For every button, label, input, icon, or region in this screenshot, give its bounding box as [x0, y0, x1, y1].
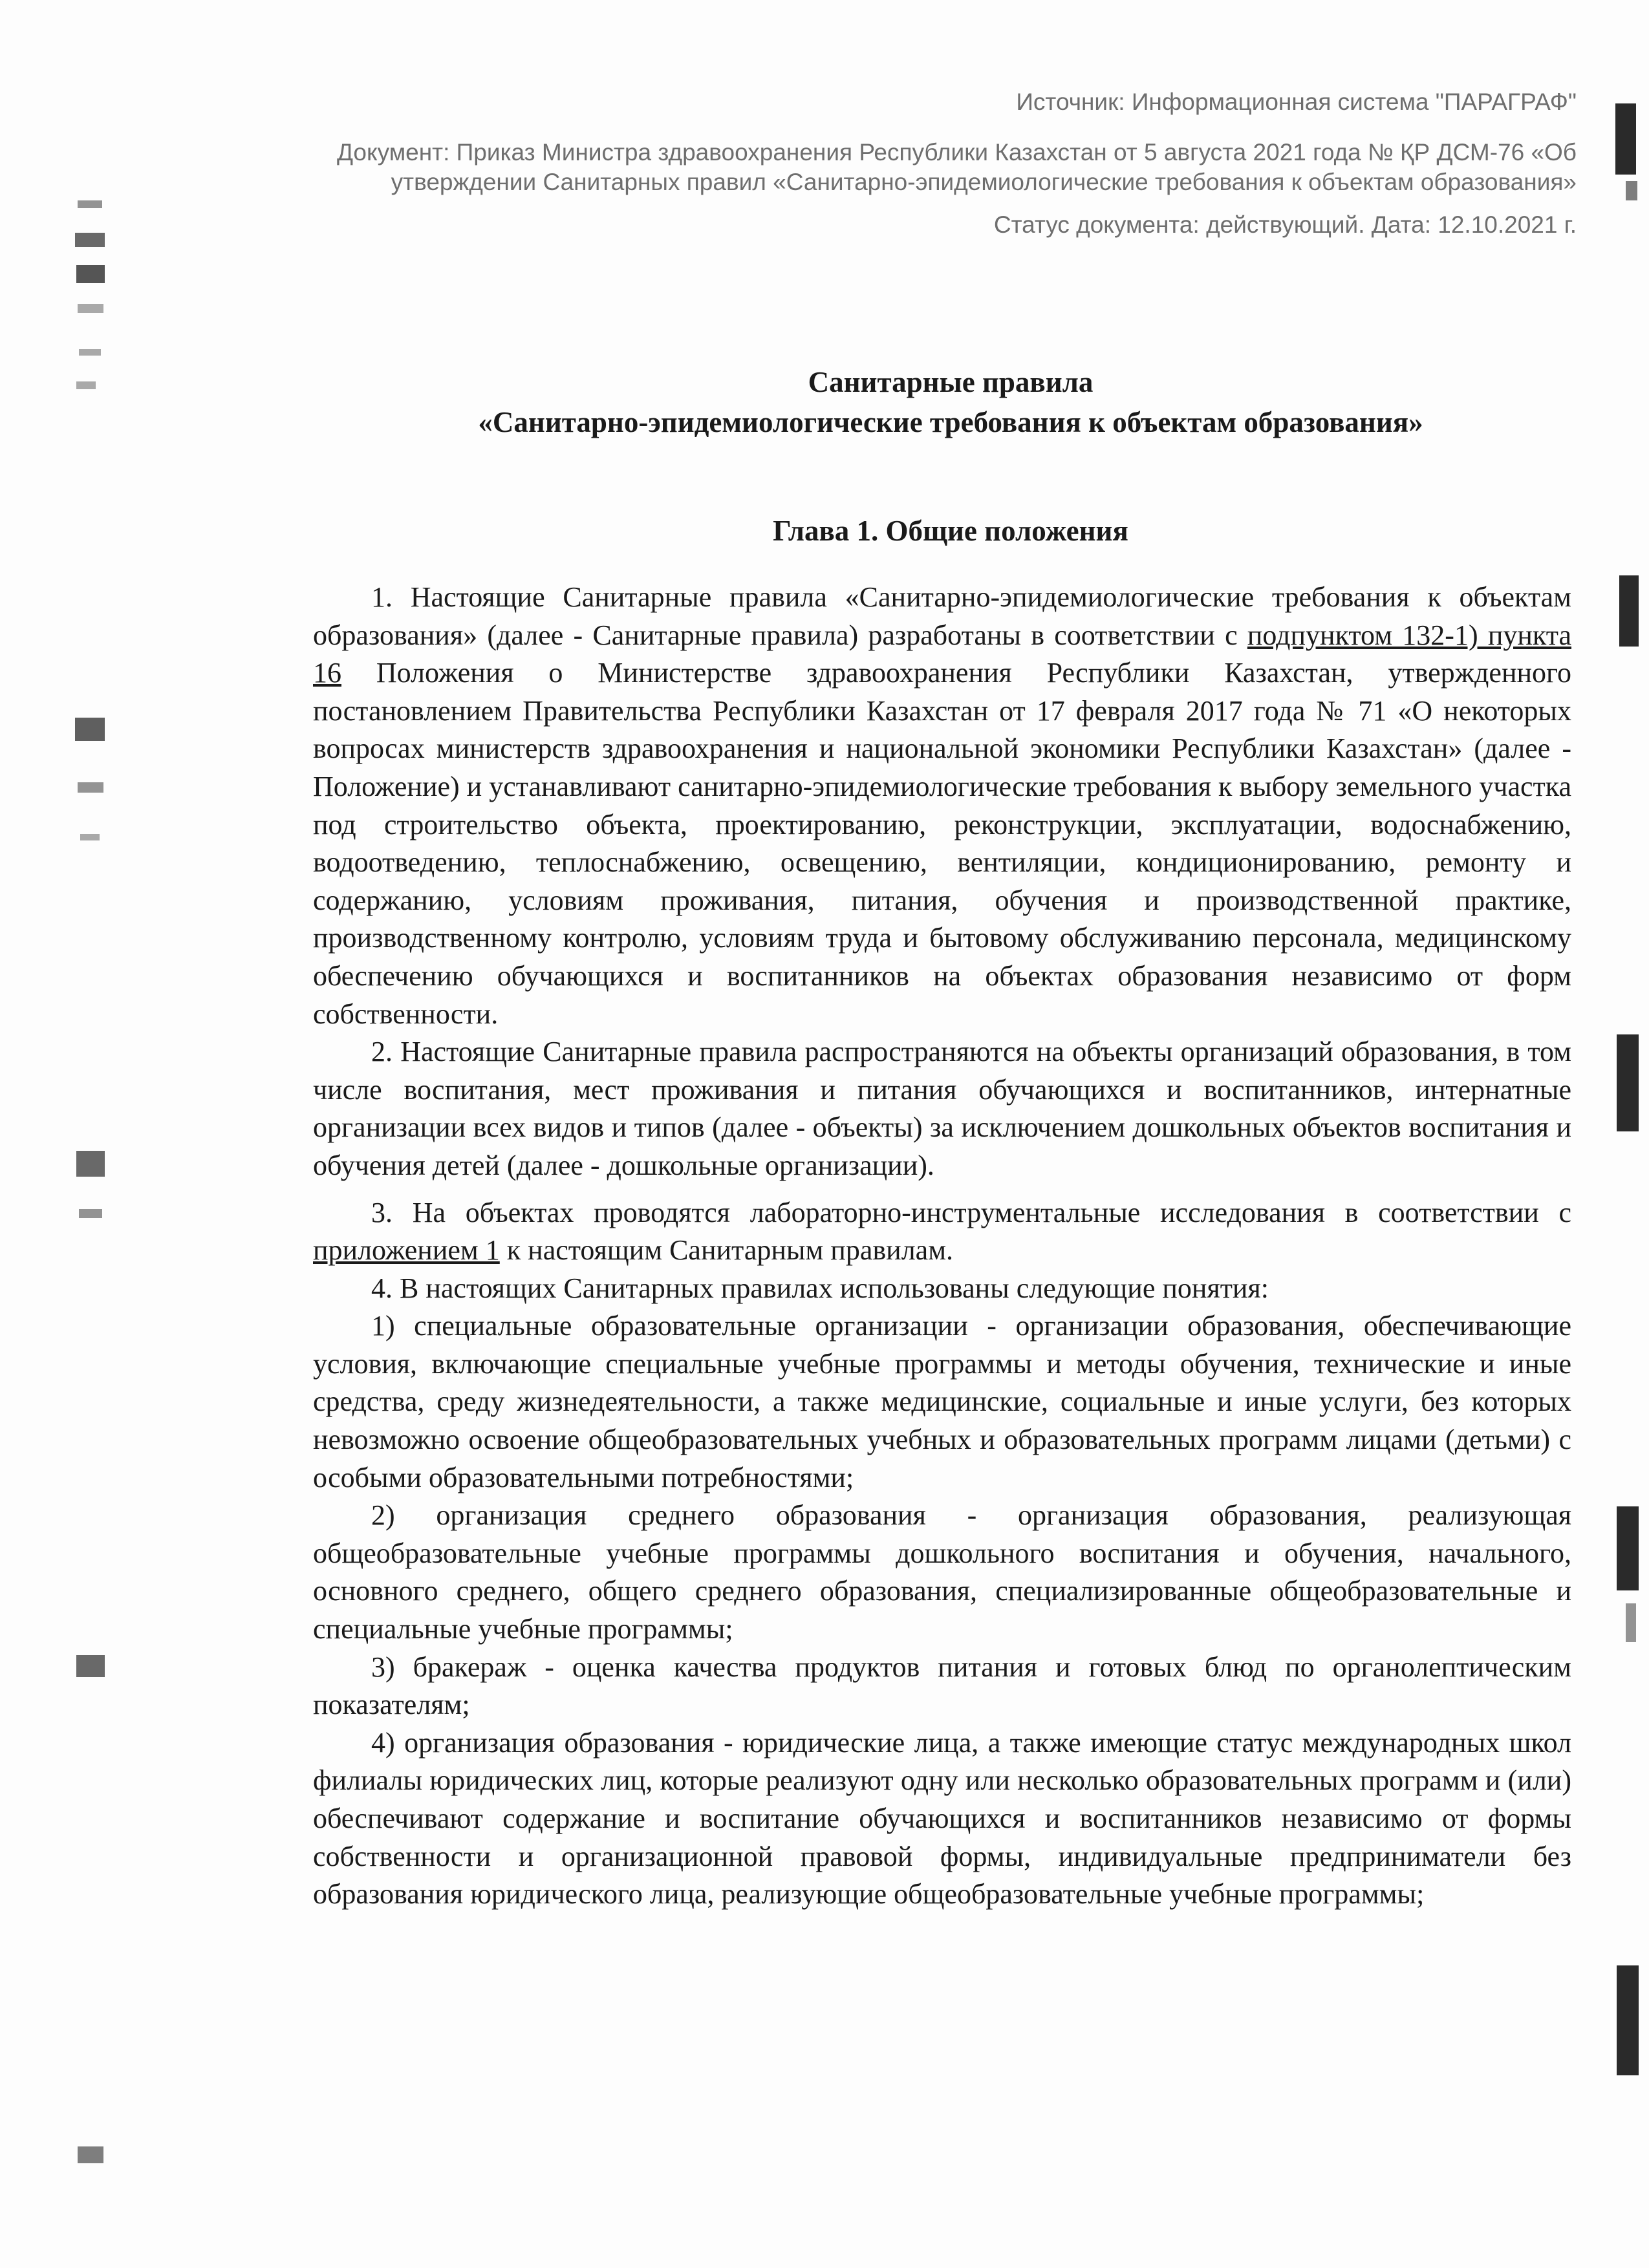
paragraph-text: 1. Настоящие Санитарные правила «Санитарно-эпидемиологические требования к объектам образования» (далее - Санитарные правила) разработаны в соответствии с — [313, 581, 1571, 651]
paragraph-3 — [313, 1194, 1571, 1270]
appendix-link[interactable]: приложением 1 — [313, 1234, 500, 1267]
scan-edge-mark — [1626, 1603, 1636, 1642]
scan-edge-mark — [76, 1151, 105, 1177]
scan-edge-mark — [76, 265, 105, 283]
document-reference: Документ: Приказ Министра здравоохранения Республики Казахстан от 5 августа 2021 года № ҚР ДСМ-76 «Об утверждении Санитарных правил «Санитарно-эпидемиологические требования к объектам образования» — [336, 139, 1577, 195]
scan-edge-mark — [76, 1655, 105, 1677]
source-line: Источник: Информационная система "ПАРАГРАФ" — [1016, 89, 1577, 115]
scan-edge-mark — [1619, 575, 1639, 647]
scan-edge-mark — [78, 200, 102, 208]
paragraph-text: Положения о Министерстве здравоохранения Республики Казахстан, утвержденного постановлением Правительства Республики Казахстан от 17 февраля 2017 года № 71 «О некоторых вопросах министерств здравоохранения и национальной экономики Республики Казахстан» (далее - Положение) и устанавливают санитарно-эпидемиологические требования к выбору земельного участка под строительство объекта, проектированию, реконструкции, эксплуатации, водоснабжению, водоотведению, теплоснабжению, освещению, вентиляции, кондиционированию, ремонту и содержанию, условиям проживания, питания, обучения и производственной практике, производственному контролю, условиям труда и бытовому обслуживанию персонала, медицинскому обеспечению обучающихся и воспитанников на объектах образования независимо от форм собственности. — [313, 657, 1571, 1030]
paragraph-text: к настоящим Санитарным правилам. — [499, 1234, 954, 1267]
scan-edge-mark — [1615, 103, 1636, 175]
document-body — [313, 579, 1571, 1914]
paragraph-4: 4. В настоящих Санитарных правилах использованы следующие понятия: — [371, 1272, 1269, 1304]
scan-edge-mark — [79, 1209, 102, 1218]
scan-edge-mark — [1617, 1506, 1639, 1590]
title-line-2: «Санитарно-эпидемиологические требования к объектам образования» — [478, 406, 1423, 438]
scan-edge-mark — [80, 834, 100, 840]
paragraph-text: 3. На объектах проводятся лабораторно-инструментальные исследования в соответствии с — [371, 1196, 1571, 1228]
scan-edge-mark — [79, 349, 101, 356]
scan-edge-mark — [78, 782, 103, 793]
scan-edge-mark — [1626, 181, 1637, 200]
scan-edge-mark — [78, 2146, 103, 2163]
scan-edge-mark — [76, 381, 96, 389]
paragraph-2: 2. Настоящие Санитарные правила распространяются на объекты организаций образования, в том числе воспитания, мест проживания и питания обучающихся и воспитанников, интернатные организации всех видов и типов (далее - объекты) за исключением дошкольных объектов воспитания и обучения детей (далее - дошкольные организации). — [313, 1036, 1571, 1181]
document-status: Статус документа: действующий. Дата: 12.10.2021 г. — [993, 211, 1577, 238]
definition-1: 1) специальные образовательные организации - организации образования, обеспечивающие условия, включающие специальные учебные программы и методы обучения, технические и иные средства, среду жизнедеятельности, а также медицинские, социальные и иные услуги, без которых невозможно освоение общеобразовательных учебных и образовательных программ лицами (детьми) с особыми образовательными потребностями; — [313, 1310, 1571, 1493]
definition-4: 4) организация образования - юридические лица, а также имеющие статус международных школ филиалы юридических лиц, которые реализуют одну или несколько образовательных программ и (или) обеспечивают содержание и воспитание обучающихся и воспитанников независимо от формы собственности и организационной правовой формы, индивидуальные предприниматели без образования юридического лица, реализующие общеобразовательные учебные программы; — [313, 1726, 1571, 1910]
scan-edge-mark — [75, 718, 105, 741]
document-title — [310, 362, 1591, 442]
paragraph-1 — [313, 579, 1571, 1033]
reference-link[interactable]: подпунктом 132-1) пункта 16 — [313, 619, 1572, 689]
definition-3: 3) бракераж - оценка качества продуктов питания и готовых блюд по органолептическим показателям; — [313, 1651, 1571, 1721]
definition-2: 2) организация среднего образования - организация образования, реализующая общеобразовательные учебные программы дошкольного воспитания и обучения, начального, основного среднего, общего среднего образования, специализированные общеобразовательные и специальные учебные программы; — [313, 1499, 1571, 1645]
scan-edge-mark — [1617, 1965, 1639, 2075]
title-line-1: Санитарные правила — [808, 366, 1094, 398]
scan-edge-mark — [1617, 1034, 1639, 1131]
scan-edge-mark — [75, 233, 105, 247]
document-header — [270, 87, 1577, 240]
chapter-heading: Глава 1. Общие положения — [773, 515, 1128, 547]
scan-edge-mark — [78, 304, 103, 313]
